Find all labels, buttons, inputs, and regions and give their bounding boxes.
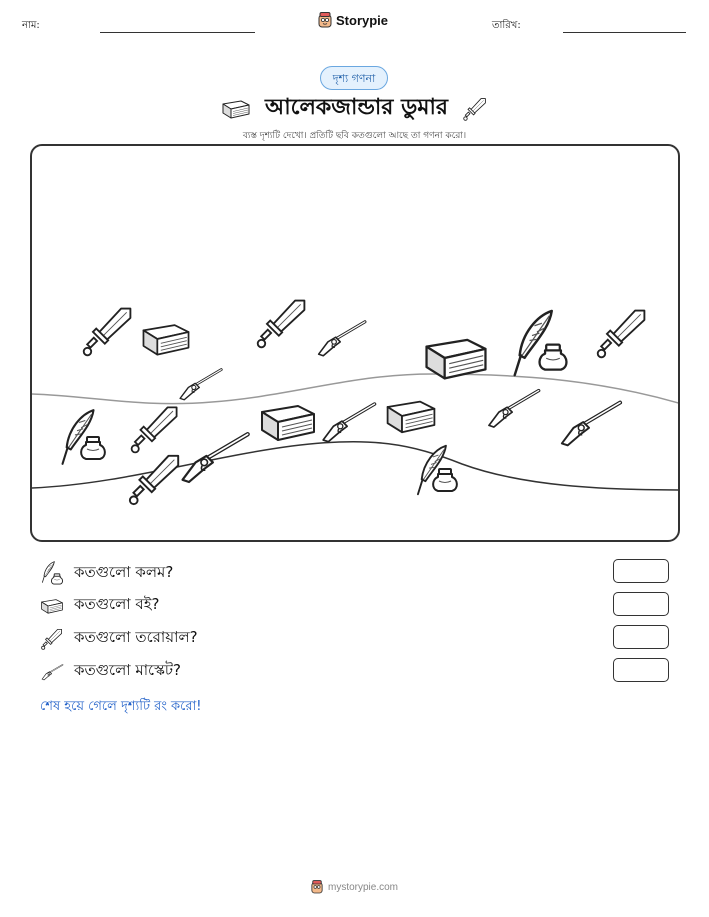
front-hill-line	[32, 442, 680, 490]
question-row-books	[40, 593, 160, 618]
sword-icon	[258, 301, 305, 348]
answer-box-swords[interactable]	[613, 625, 669, 649]
storypie-mascot-icon	[318, 12, 332, 28]
musket-icon	[40, 660, 64, 684]
activity-badge: দৃশ্য গণনা	[320, 66, 388, 90]
scene-drawing	[32, 146, 680, 542]
musket-icon	[562, 403, 620, 446]
inkpot-icon	[81, 437, 105, 459]
question-text: কতগুলো মাস্কেট?	[74, 661, 182, 679]
brand-name: Storypie	[336, 12, 389, 28]
footer-url[interactable]: mystorypie.com	[327, 881, 398, 893]
musket-icon	[489, 391, 539, 427]
book-icon	[221, 98, 251, 120]
book-icon	[40, 596, 64, 616]
question-row-muskets	[40, 659, 181, 684]
name-write-line[interactable]	[100, 32, 255, 33]
book-icon	[262, 406, 314, 440]
date-write-line[interactable]	[563, 32, 686, 33]
page-title: আলেকজান্ডার ডুমার	[265, 95, 448, 120]
sword-icon	[40, 627, 64, 651]
book-icon	[388, 402, 435, 433]
musket-icon	[180, 370, 221, 400]
quill-ink-icon	[40, 560, 64, 586]
musket-icon	[323, 404, 374, 442]
footer	[0, 880, 709, 894]
inkpot-icon	[433, 469, 457, 491]
instructions: ব্যস্ত দৃশ্যটি দেখো। প্রতিটি ছবি কতগুলো আছে তা গণনা করো।	[242, 131, 467, 141]
counting-scene	[30, 144, 680, 542]
answer-box-books[interactable]	[613, 592, 669, 616]
sword-icon	[462, 96, 488, 122]
question-text: কতগুলো কলম?	[74, 562, 174, 581]
date-label: তারিখ:	[492, 20, 521, 31]
sword-icon	[130, 456, 178, 504]
musket-icon	[183, 434, 248, 482]
sword-icon	[598, 311, 645, 358]
musket-icon	[319, 322, 365, 356]
question-row-pens	[40, 560, 173, 586]
answer-box-pens[interactable]	[613, 559, 669, 583]
finish-instruction: শেষ হয়ে গেলে দৃশ্যটি রং করো!	[40, 699, 202, 714]
book-icon	[427, 340, 486, 379]
answer-box-muskets[interactable]	[613, 658, 669, 682]
sword-icon	[84, 309, 131, 356]
sword-icon	[132, 407, 177, 452]
back-hill-line	[32, 374, 680, 404]
inkpot-icon	[540, 345, 567, 370]
storypie-mascot-icon	[311, 880, 323, 894]
question-row-swords	[40, 626, 198, 651]
brand-logo	[318, 12, 388, 28]
name-label: নাম:	[22, 20, 40, 31]
book-icon	[143, 325, 188, 354]
title-row	[0, 90, 709, 127]
question-text: কতগুলো তরোয়াল?	[74, 628, 198, 646]
question-text: কতগুলো বই?	[74, 595, 160, 613]
